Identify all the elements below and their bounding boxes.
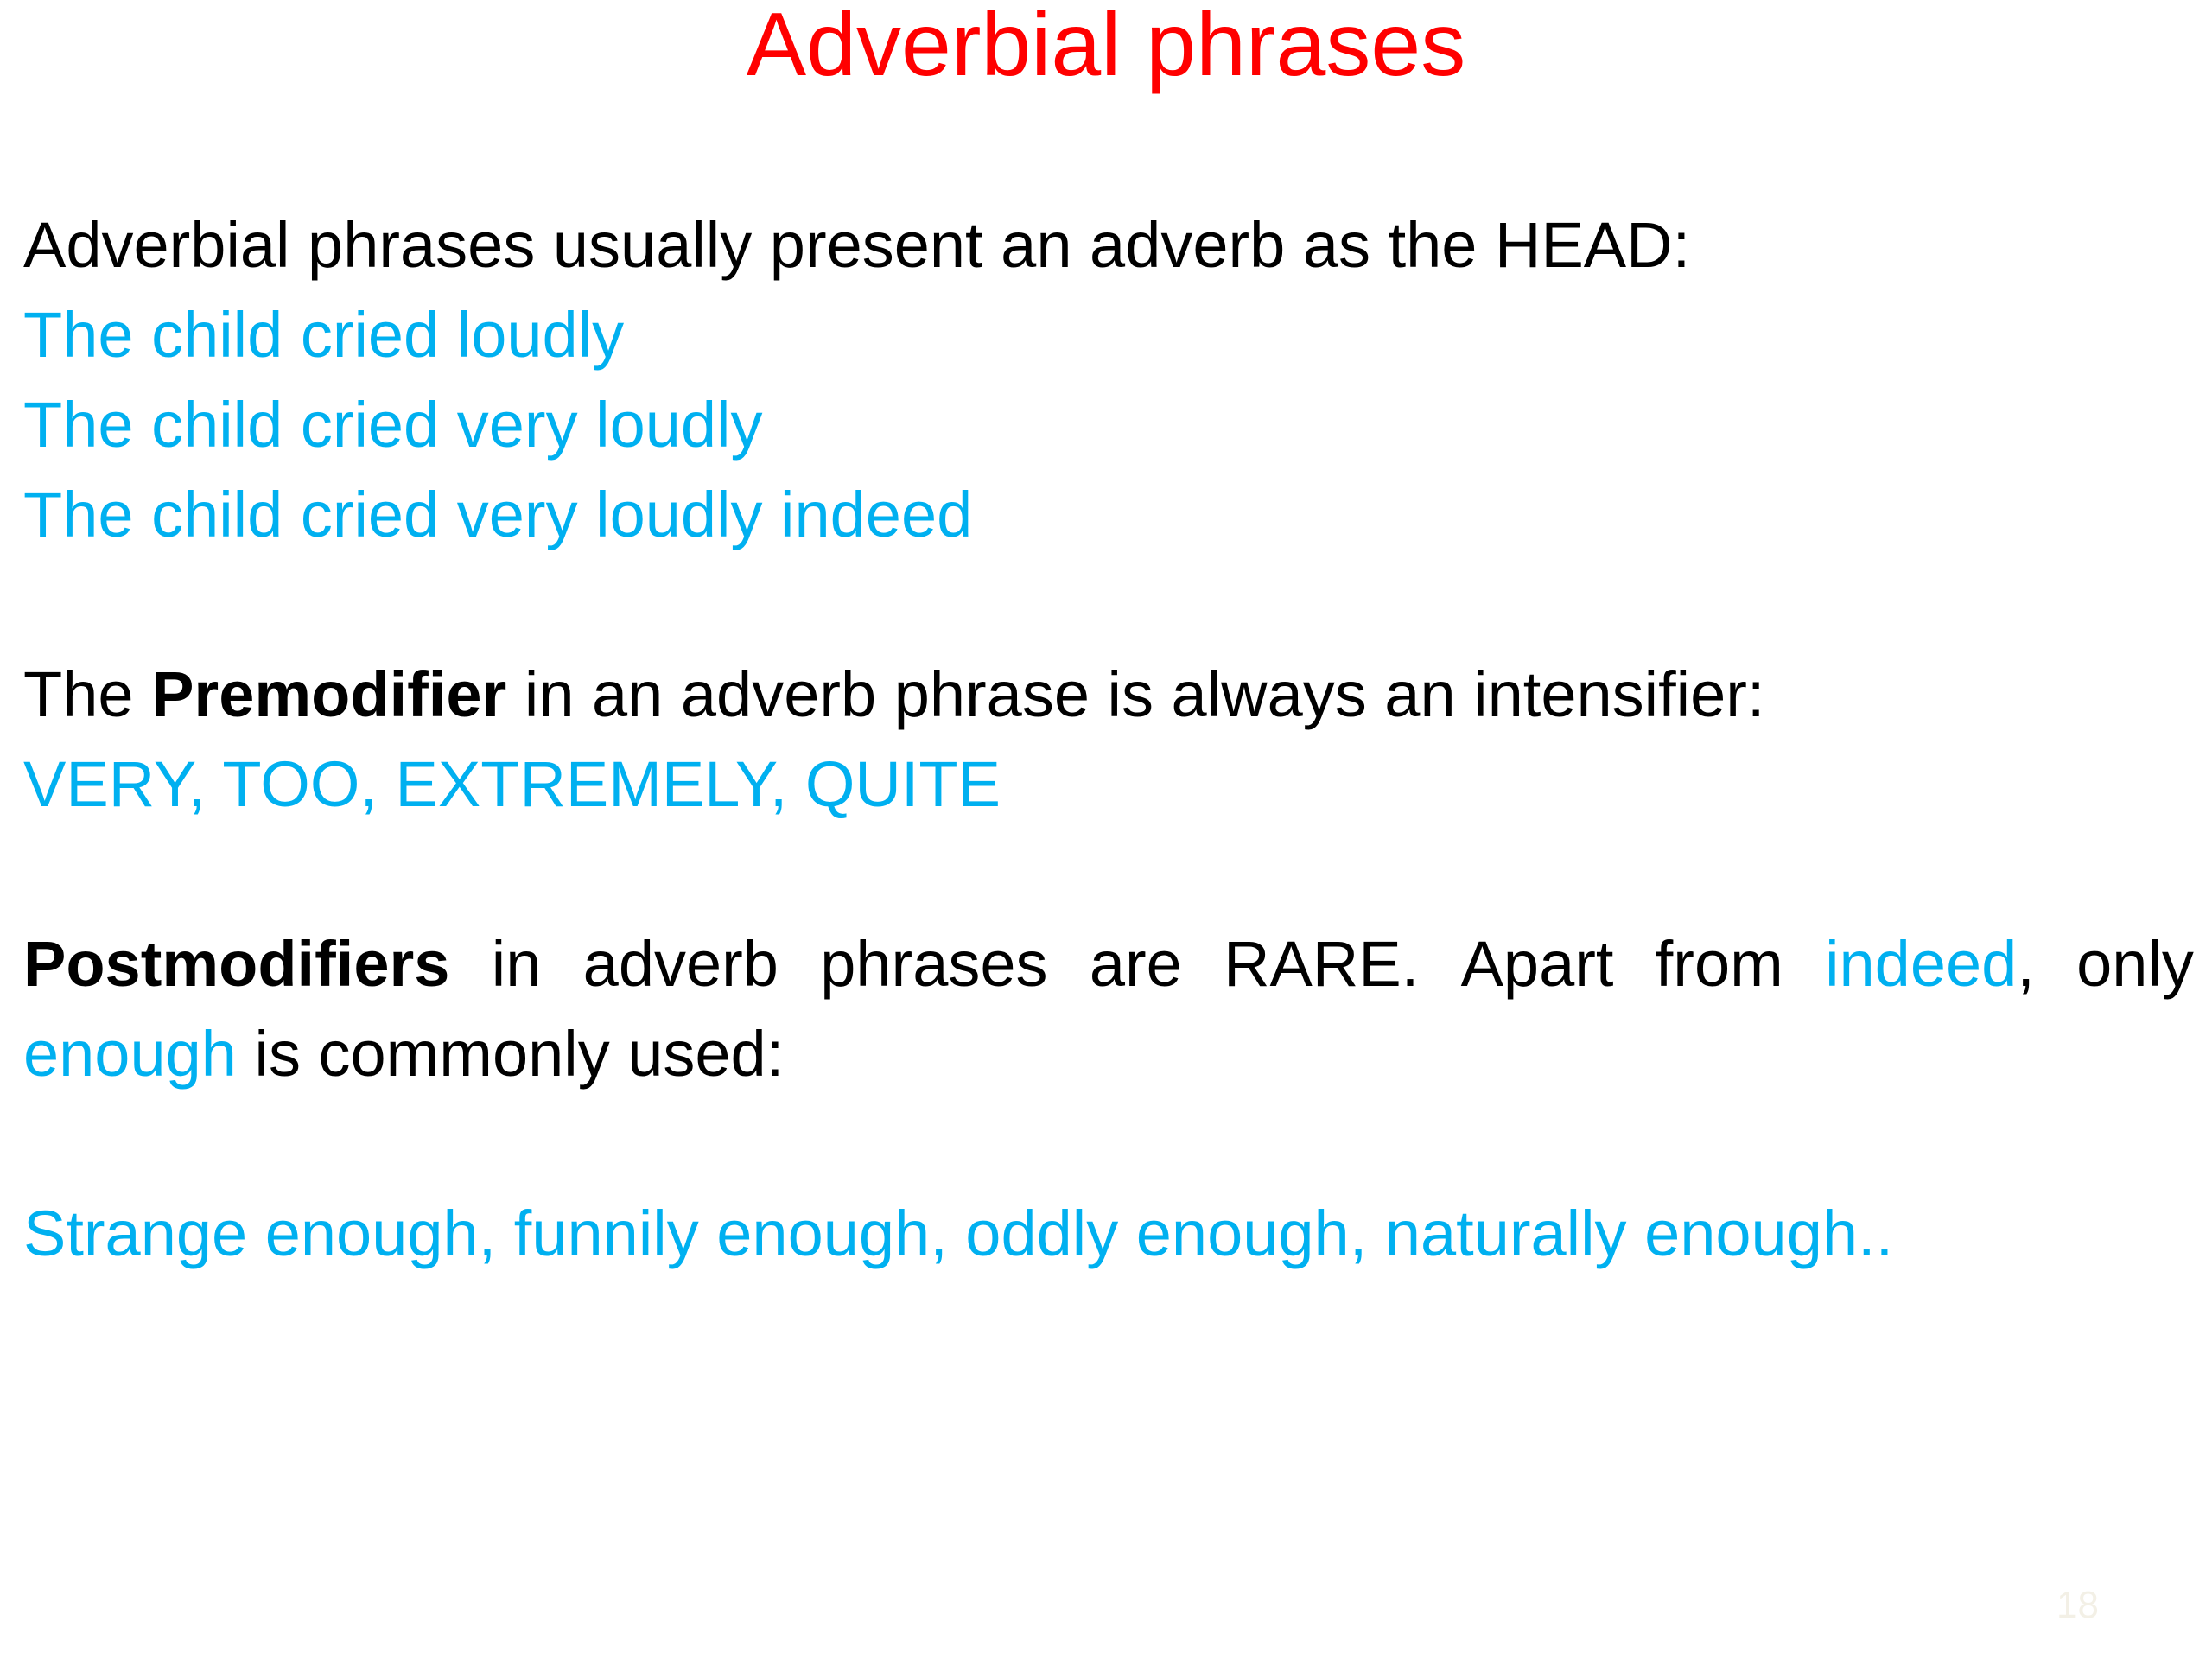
postmodifier-word: in bbox=[491, 928, 542, 1000]
enough-word: enough bbox=[23, 1018, 237, 1090]
example-line-3: The child cried very loudly indeed bbox=[23, 479, 973, 550]
slide-title: Adverbial phrases bbox=[746, 0, 1466, 95]
premodifier-prefix: The bbox=[23, 658, 152, 730]
enough-line-rest: is commonly used: bbox=[236, 1018, 785, 1090]
postmodifier-word: phrases bbox=[820, 928, 1048, 1000]
example-line-2: The child cried very loudly bbox=[23, 389, 763, 461]
postmodifier-word: are bbox=[1089, 928, 1182, 1000]
postmodifier-word: RARE. bbox=[1224, 928, 1420, 1000]
indeed-word: indeed bbox=[1825, 928, 2018, 1000]
premodifier-suffix: in an adverb phrase is always an intensifier: bbox=[506, 658, 1765, 730]
enough-examples-line: Strange enough, funnily enough, oddly enough, naturally enough.. bbox=[23, 1198, 1894, 1269]
postmodifier-word: only bbox=[2076, 928, 2194, 1000]
indeed-group bbox=[1825, 919, 2035, 1009]
premodifier-term: Premodifier bbox=[151, 658, 507, 730]
intro-line: Adverbial phrases usually present an adverb as the HEAD: bbox=[23, 209, 1691, 281]
indeed-comma: , bbox=[2017, 928, 2035, 1000]
example-line-1: The child cried loudly bbox=[23, 299, 625, 371]
page-number: 18 bbox=[2056, 1584, 2099, 1626]
postmodifier-word: Apart bbox=[1460, 928, 1614, 1000]
postmodifier-line bbox=[23, 919, 2194, 1009]
postmodifier-word: from bbox=[1655, 928, 1783, 1000]
enough-line bbox=[23, 1009, 2194, 1099]
intensifiers-line: VERY, TOO, EXTREMELY, QUITE bbox=[23, 748, 1001, 820]
premodifier-line bbox=[23, 650, 2194, 740]
postmodifier-word: adverb bbox=[582, 928, 779, 1000]
postmodifier-term: Postmodifiers bbox=[23, 928, 450, 1000]
